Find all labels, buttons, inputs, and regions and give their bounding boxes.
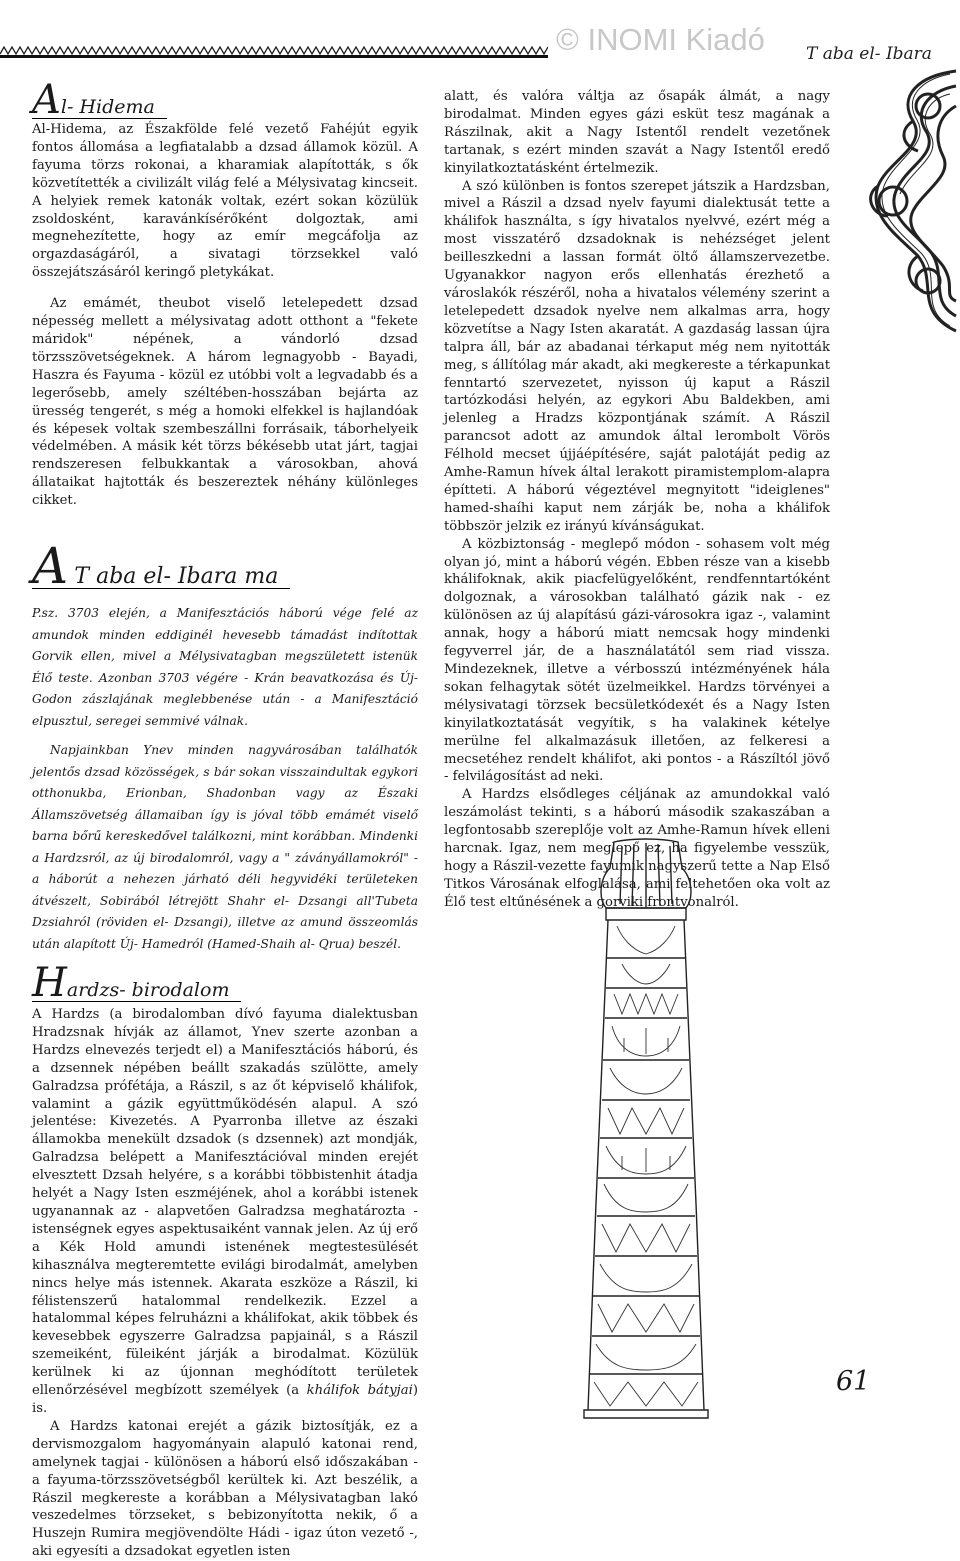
title-initial: A bbox=[32, 77, 61, 123]
paragraph bbox=[32, 1006, 418, 1418]
section-title-taba-el-ibara-ma bbox=[32, 537, 290, 596]
title-initial: A bbox=[32, 537, 69, 596]
carved-column-illustration-icon bbox=[562, 838, 730, 1420]
paragraph: Napjainkban Ynev minden nagyvárosában találhatók jelentős dzsad közösségek, s bár sokan visszaindultak egykori otthonukba, Erionban, Shadonban vagy az Északi Államszövetség államaiban így is jóval több emámét viselő barna bőrű kereskedővel találkozni, mint korábban. Mindenki a Hardzsról, az új birodalomról, vagy a " záványállamokról" - a háborút a nehezen járható déli hegyvidéki területeken átvészelt, Sobirából létrejött Shahr el- Dzsangi all'Tubeta Dzsiahról (röviden el- Dzsangi), illetve az amund összeomlás után alapított Új- Hamedról (Hamed-Shaih al- Qrua) beszél. bbox=[32, 743, 418, 951]
italic-summary bbox=[32, 603, 418, 955]
title-text: ardzs- birodalom bbox=[66, 979, 230, 1002]
paragraph: A Hardzs elsődleges céljának az amundokkal való leszámolást tekinti, s a háború második szakaszában a legfontosabb szereplője volt az Amhe-Ramun hívek elleni harcnak. Igaz, nem meglepő ez, ha figyelembe vesszük, hogy a Rászil-vezette fayumik nagyszerű tette a Nap Első Titkos Városának elfoglalása, ami feltehetően oka volt az Élő test eltűnésének a gorviki frontvonalról. bbox=[444, 787, 830, 910]
section-title-hardzs-birodalom bbox=[32, 960, 241, 1007]
paragraph: A közbiztonság - meglepő módon - sohasem volt még olyan jó, mint a háború végén. Ebben része van a kisebb khálifoknak, akik piacfelügyelőként, rendfenntartóként dolgoznak, a városokban található gázik nak - ez különösen az új alapítású gázi-városokra igaz -, valamint annak, hogy a háború miatt nemcsak hogy mindenki fegyverrel jár, de a használatától sem riad vissza. Mindezeknek, illetve a vérbosszú intézményének hála sokan felhagytak sötét üzelmeikkel. Hardzs törvényei a mélysivatagi törzsek becsületkódexét és a Nagy Isten kinyilatkoztatását vegyítik, s ha valakinek kételye merülne fel alkalmazásuk illetően, az felkeresi a mecsetéhez rendelt khálifot, aki pontos - a Rászíltól jövő - felvilágosítást ad neki. bbox=[444, 536, 830, 785]
title-text: l- Hidema bbox=[60, 96, 155, 118]
title-initial: H bbox=[32, 960, 67, 1007]
running-head: T aba el- Ibara bbox=[806, 44, 932, 64]
paragraph: Al-Hidema, az Északfölde felé vezető Fahéjút egyik fontos állomása a legfiatalabb a dzsad államok közül. A fayuma törzs rokonai, a kharamiak alapították, s ők közvetítették a civilizált világ felé a Mélysivatag kincseit. A helyiek remek katonák voltak, ezért sokan közülük zsoldosként, karavánkísérőként dolgoztak, ami megnehezítette, hogy az emír megcáfolja az orgazdaságáról, a sivatagi törzsekkel való összejátszásáról keringő pletykákat. bbox=[32, 122, 418, 281]
text-run: ) is. bbox=[32, 1383, 418, 1416]
zigzag-border-icon bbox=[0, 46, 548, 58]
paragraph: A Hardzs katonai erejét a gázik biztosítják, ez a dervismozgalom hagyományain alapuló katonai rend, amelynek tagjai - különösen a háború első időszakában - a fayuma-törzsszövetségből kerültek ki. Azt beszélik, a Rászil megkereste a korábban a Mélysivatagban lakó veszedelmes törzseket, s bebizonyította nekik, ő a Huszejn Rumira megjövendölte Hádi - igaz úton vezető -, aki egyesíti a dzsadokat egyetlen isten bbox=[32, 1418, 418, 1560]
section-title-al-hidema bbox=[32, 77, 167, 123]
right-column bbox=[444, 88, 830, 912]
title-text: T aba el- Ibara ma bbox=[74, 564, 279, 590]
left-column bbox=[32, 77, 418, 1561]
celtic-knot-ornament-icon bbox=[858, 66, 958, 336]
italic-term: khálifok bátyjai bbox=[306, 1383, 413, 1399]
page-number: 61 bbox=[836, 1366, 871, 1397]
paragraph: alatt, és valóra váltja az ősapák álmát, a nagy birodalmat. Minden egyes gázi esküt tesz magának a Rászilnak, akit a Nagy Istentől rendelt vezetőnek tartanak, s ezért minden szavát a Nagy Istentől eredő kinyilatkoztatásként értelmezik. bbox=[444, 89, 830, 176]
paragraph: P.sz. 3703 elején, a Manifesztációs háború vége felé az amundok minden eddiginél hevesebb támadást indítottak Gorvik ellen, mivel a Mélysivatagban megszületett istenük Élő teste. Azonban 3703 végére - Krán beavatkozása és Új- Godon zászlajának meglebbenése után - a Manifesztáció elpusztul, seregei semmivé válnak. bbox=[32, 606, 418, 728]
publisher-watermark: © INOMI Kiadó bbox=[556, 22, 765, 57]
text-run: A Hardzs (a birodalomban dívó fayuma dialektusban Hradzsnak hívják az államot, Ynev szerte azonban a Hardzs elnevezés terjedt el) a Manifesztációs háború, és a dzsennek népében beállt szakadás szülötte, amely Galradzsa prófétája, a Rászil, s az őt képviselő khálifok, valamint a gázik együttműködésén alapul. A szó jelentése: Kivezetés. A Pyarronba illetve az északi államokba menekült dzsadok (s dzsennek) azt mondják, Galradzsa belépett a Manifesztációval minden erejét elvesztett Dzsah helyére, s a korábbi többistenhit átadja helyét a Nagy Isten eszméjének, ahol a korábbi istenek ugyanannak az - alapvetően Galradzsa meghatározta - istenségnek egyes aspektusaiként vannak jelen. Az új erő a Kék Hold amundi istenének megtestesülését kihasználva megteremtette evilági birodalmát, amelyben nincs helye más istennek. Akarata eszköze a Rászil, ki félistenszerű hatalommal rendelkezik. Ezzel a hatalommal képes felruházni a khálifokat, akik többek és kevesebbek egyszerre Galradzsa papjainál, s a Rászil szemeiként, füleiként járják a birodalmat. Közülük kerülnek ki az újonnan meghódított területek ellenőrzésével megbízott személyek (a bbox=[32, 1007, 418, 1399]
paragraph: Az emámét, theubot viselő letelepedett dzsad népesség mellett a mélysivatag adott otthont a "fekete máridok" népének, a vándorló dzsad törzsszövetségeknek. A három legnagyobb - Bayadi, Haszra és Fayuma - közül ez utóbbi volt a legvadabb és a legerősebb, amely széltében-hosszában bejárta az üresség tengerét, s még a homoki elfekkel is hajlandóak és képesek voltak szembeszállni forrásaik, táborhelyeik védelmében. A másik két törzs békésebb utat járt, tagjai rendszeresen felbukkantak a városokban, ahová állataikat hajtották és beszereztek néhány különleges cikket. bbox=[32, 296, 418, 509]
paragraph: A szó különben is fontos szerepet játszik a Hardzsban, mivel a Rászil a dzsad nyelv fayumi dialektusát tette a khálifok használta, s így hivatalos nyelvvé, ezért még a most visszatérő dzsadoknak is nehézséget jelent beilleszkedni a lassan formát öltő államszervezetbe. Ugyanakkor nagyon erős ellenhatás érezhető a városlakók részéről, noha a hivatalos vélemény szerint a letelepedett dzsadok nyelve nem alkalmas arra, hogy közvetítse a Nagy Isten akaratát. A gazdaság lassan újra talpra áll, bár az abadanai térkaput még nem nyitották meg, s állítólag már akadt, aki megkereste a térkapunkat fenntartó szervezetet, nyisson új kaput a Rászil tartózkodási helyén, az egykori Abu Baldekben, ami jelenleg a Hradzs központjának számít. A Rászil parancsot adott az amundok által lerombolt Vörös Félhold mecset újjáépítésére, saját palotáját pedig az Amhe-Ramun hívek által lerakott piramistemplom-alapra építteti. A háború végeztével megnyitott "ideiglenes" hamed-shaíhi kaput nem zárják be, noha a khálifok többször jelzik ez irányú kívánságukat. bbox=[444, 178, 830, 534]
